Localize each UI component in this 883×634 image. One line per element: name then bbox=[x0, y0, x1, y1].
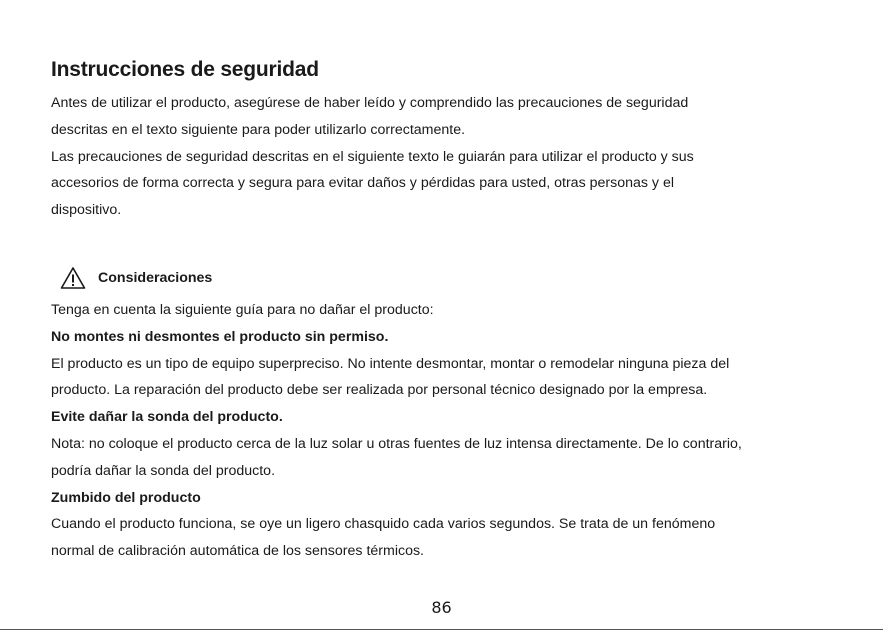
considerations-body bbox=[51, 297, 851, 565]
buzz-line-1: Cuando el producto funciona, se oye un ligero chasquido cada varios segundos. Se trata de un fenómeno bbox=[51, 516, 716, 533]
warning-triangle-icon bbox=[60, 266, 86, 290]
subheading-buzz: Zumbido del producto bbox=[51, 489, 201, 506]
intro-line-5: dispositivo. bbox=[51, 202, 122, 219]
disassembly-line-1: El producto es un tipo de equipo superpreciso. No intente desmontar, montar o remodelar ninguna pieza del bbox=[51, 355, 730, 372]
subheading-disassembly: No montes ni desmontes el producto sin permiso. bbox=[51, 328, 389, 345]
document-page bbox=[51, 56, 851, 565]
subheading-probe: Evite dañar la sonda del producto. bbox=[51, 409, 283, 426]
intro-line-2: descritas en el texto siguiente para poder utilizarlo correctamente. bbox=[51, 121, 466, 138]
probe-line-1: Nota: no coloque el producto cerca de la luz solar u otras fuentes de luz intensa directamente. De lo contrario, bbox=[51, 435, 742, 452]
intro-line-1: Antes de utilizar el producto, asegúrese de haber leído y comprendido las precauciones de seguridad bbox=[51, 95, 689, 111]
intro-line-3: Las precauciones de seguridad descritas en el siguiente texto le guiarán para utilizar el producto y sus bbox=[51, 148, 694, 165]
intro-paragraph bbox=[51, 90, 851, 224]
guide-line: Tenga en cuenta la siguiente guía para no dañar el producto: bbox=[51, 301, 434, 318]
considerations-heading bbox=[60, 259, 851, 297]
intro-line-4: accesorios de forma correcta y segura para evitar daños y pérdidas para usted, otras personas y el bbox=[51, 175, 674, 192]
probe-line-2: podría dañar la sonda del producto. bbox=[51, 462, 276, 479]
buzz-line-2: normal de calibración automática de los sensores térmicos. bbox=[51, 543, 424, 560]
considerations-label: Consideraciones bbox=[98, 269, 213, 286]
spacer bbox=[51, 224, 851, 251]
footer-rule bbox=[0, 629, 883, 630]
page-number: 86 bbox=[431, 598, 452, 617]
page-title: Instrucciones de seguridad bbox=[51, 58, 319, 81]
disassembly-line-2: producto. La reparación del producto debe ser realizada por personal técnico designado por la empresa. bbox=[51, 382, 708, 399]
